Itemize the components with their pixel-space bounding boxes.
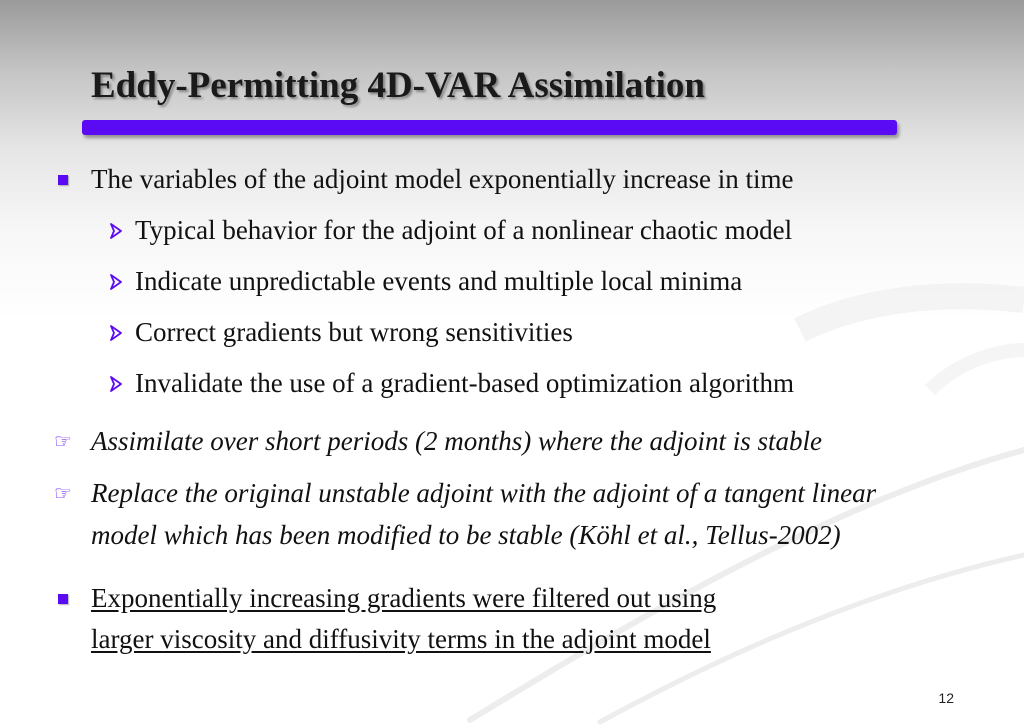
pointing-hand-icon: ☞ [54,431,72,453]
arrow-bullet-icon [108,273,124,291]
bullet-text: The variables of the adjoint model exponentially increase in time [91,164,794,194]
slide-title: Eddy-Permitting 4D-VAR Assimilation [91,65,705,106]
page-number: 12 [938,690,954,706]
bullet-text-line-1: Exponentially increasing gradients were filtered out using [91,583,717,613]
square-bullet-icon [58,175,68,185]
sub-bullet-text: Invalidate the use of a gradient-based optimization algorithm [135,368,795,398]
sub-bullet-text: Typical behavior for the adjoint of a nonlinear chaotic model [135,215,793,245]
title-underline-bar [82,120,897,135]
bullet-text-line-2: larger viscosity and diffusivity terms in the adjoint model [91,624,711,654]
sub-bullet-text: Indicate unpredictable events and multiple local minima [135,266,743,296]
pointing-hand-icon: ☞ [54,483,72,505]
arrow-bullet-icon [108,324,124,342]
bullet-text: Assimilate over short periods (2 months) where the adjoint is stable [91,426,822,456]
sub-bullet-text: Correct gradients but wrong sensitivities [135,317,573,347]
bullet-text-line-1: Replace the original unstable adjoint with the adjoint of a tangent linear [91,478,877,508]
bullet-text-line-2: model which has been modified to be stable (Köhl et al., Tellus-2002) [91,520,841,550]
square-bullet-icon [58,594,68,604]
arrow-bullet-icon [108,375,124,393]
arrow-bullet-icon [108,222,124,240]
